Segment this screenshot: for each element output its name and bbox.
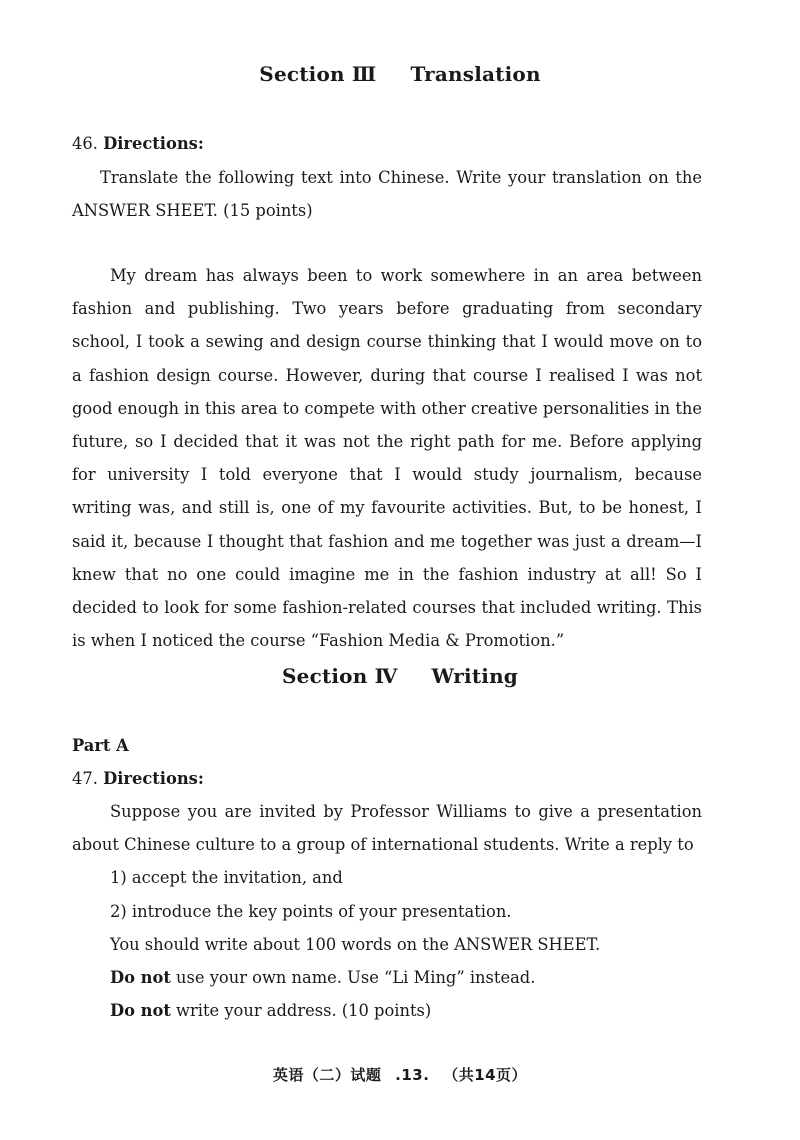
rule-2-rest: write your address. (10 points): [170, 1001, 432, 1021]
question-46-directions: Translate the following text into Chinese. Write your translation on the ANSWER SHEET. (15 points): [72, 168, 702, 221]
question-47-heading: [72, 762, 702, 795]
question-46: [72, 127, 702, 227]
question-47-item-2: 2) introduce the key points of your presentation.: [110, 901, 512, 921]
footer-subject: 英语（二）试题: [272, 1066, 382, 1084]
part-a-label: Part A: [72, 736, 129, 755]
question-47-directions-label: Directions:: [103, 769, 204, 788]
rule-1-rest: use your own name. Use “Li Ming” instead.: [170, 968, 536, 988]
footer-total-pages: （共14页）: [443, 1066, 528, 1084]
section-3-title: Translation: [410, 62, 541, 86]
section-3-number: Section Ⅲ: [259, 62, 377, 86]
translation-passage: My dream has always been to work somewhere in an area between fashion and publishing. Two years before graduating from secondary school, I took a sewing and design course thinking that I would move on to a fashion design course. However, during that course I realised I was not good enough in this area to compete with other creative personalities in the future, so I decided that it was not the right path for me. Before applying for university I told everyone that I would study journalism, because writing was, and still is, one of my favourite activities. But, to be honest, I said it, because I thought that fashion and me together was just a dream—I knew that no one could imagine me in the fashion industry at all! So I decided to look for some fashion-related courses that included writing. This is when I noticed the course “Fashion Media & Promotion.”: [72, 266, 702, 651]
page-footer: [0, 1064, 800, 1085]
footer-page-number: .13.: [395, 1066, 430, 1084]
question-47-number: 47.: [72, 769, 98, 788]
section-3-heading: [0, 62, 800, 86]
question-46-directions-label: Directions:: [103, 134, 204, 153]
question-46-number: 46.: [72, 134, 98, 153]
question-47: [72, 762, 702, 1027]
rule-1-bold: Do not: [110, 968, 171, 988]
section-4-number: Section Ⅳ: [282, 664, 398, 688]
question-47-item-1: 1) accept the invitation, and: [110, 868, 343, 888]
question-47-rule-1: [72, 961, 702, 994]
question-47-prompt: Suppose you are invited by Professor Williams to give a presentation about Chinese culture to a group of international students. Write a reply to: [72, 802, 702, 855]
question-46-heading: [72, 127, 702, 160]
rule-2-bold: Do not: [110, 1001, 171, 1021]
section-4-title: Writing: [431, 664, 518, 688]
question-47-words-note: You should write about 100 words on the ANSWER SHEET.: [110, 934, 601, 954]
section-4-heading: [0, 664, 800, 688]
question-47-rule-2: [72, 994, 702, 1027]
